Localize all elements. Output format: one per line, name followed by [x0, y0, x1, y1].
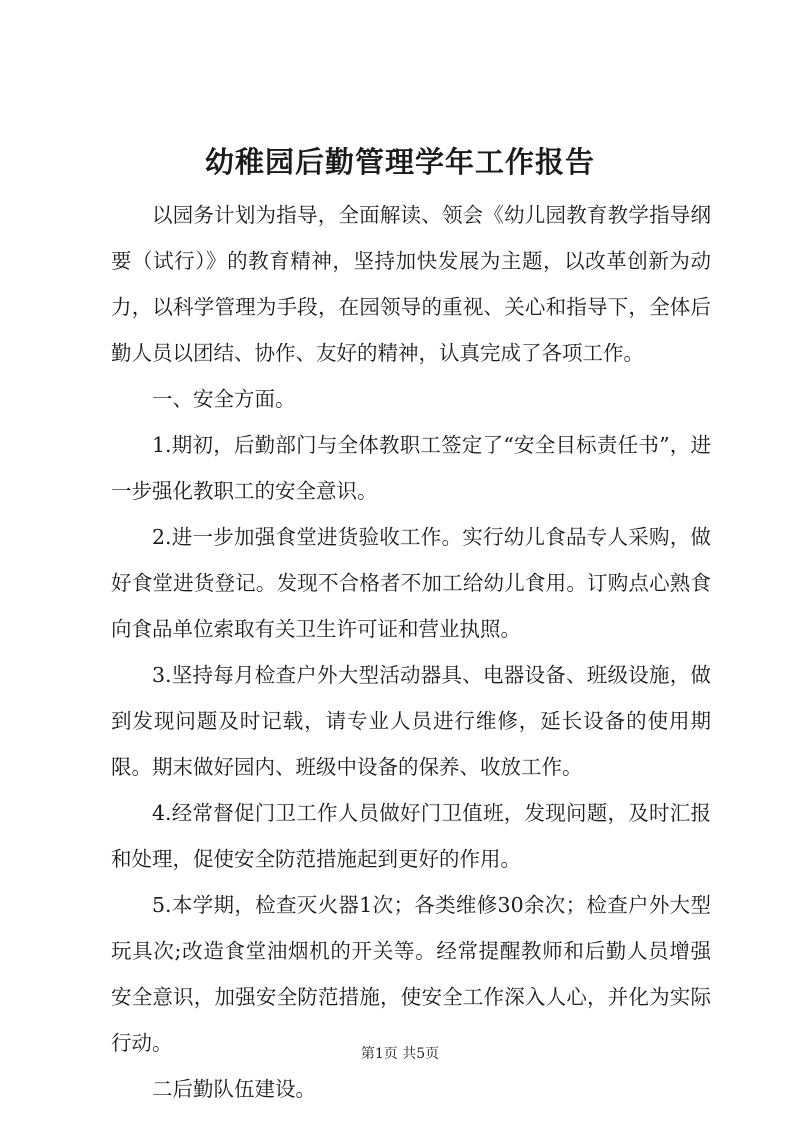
- document-body: [111, 192, 711, 1112]
- paragraph-item-1: 1.期初，后勤部门与全体教职工签定了“安全目标责任书”，进一步强化教职工的安全意识。: [111, 433, 711, 503]
- page-number-footer: 第1页 共5页: [360, 1046, 440, 1062]
- paragraph-item-3: 3.坚持每月检查户外大型活动器具、电器设备、班级设施，做到发现问题及时记载，请专业人员进行维修，延长设备的使用期限。期末做好园内、班级中设备的保养、收放工作。: [111, 663, 711, 779]
- paragraph-item-5: 5.本学期，检查灭火器1次；各类维修30余次；检查户外大型玩具次;改造食堂油烟机的开关等。经常提醒教师和后勤人员增强安全意识，加强安全防范措施，使安全工作深入人心，并化为实际行动。: [111, 893, 711, 1055]
- paragraph-item-4: 4.经常督促门卫工作人员做好门卫值班，发现问题，及时汇报和处理，促使安全防范措施起到更好的作用。: [111, 801, 711, 871]
- section-heading-team: 二后勤队伍建设。: [152, 1077, 316, 1101]
- paragraph-intro: 以园务计划为指导，全面解读、领会《幼儿园教育教学指导纲要（试行）》的教育精神，坚持加快发展为主题，以改革创新为动力，以科学管理为手段，在园领导的重视、关心和指导下，全体后勤人员以团结、协作、友好的精神，认真完成了各项工作。: [111, 203, 711, 365]
- paragraph-item-2: 2.进一步加强食堂进货验收工作。实行幼儿食品专人采购，做好食堂进货登记。发现不合格者不加工给幼儿食用。订购点心熟食向食品单位索取有关卫生许可证和营业执照。: [111, 525, 711, 641]
- document-title: 幼稚园后勤管理学年工作报告: [204, 145, 595, 179]
- section-heading-safety: 一、安全方面。: [152, 387, 296, 411]
